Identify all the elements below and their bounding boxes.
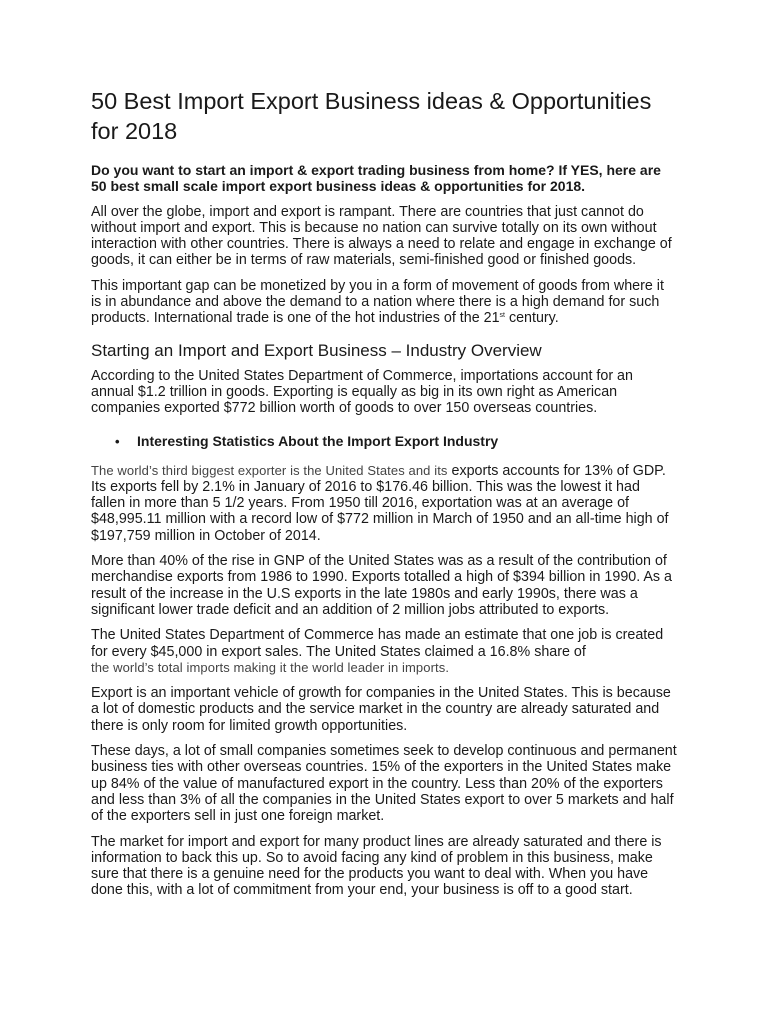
paragraph-gap-text: This important gap can be monetized by you in a form of movement of goods from where it is in abundance and above the demand to a nation where there is a high demand for such products. International trade is one of the hot industries of the 21 [91, 277, 664, 327]
paragraph-jobs-tail: the world’s total imports making it the world leader in imports. [91, 659, 450, 675]
ordinal-suffix: st [499, 312, 505, 320]
section-heading: Starting an Import and Export Business – Industry Overview [91, 340, 542, 360]
bullet-icon: • [115, 433, 120, 449]
bullet-item [115, 433, 678, 449]
paragraph-jobs [91, 627, 678, 676]
paragraph-globe: All over the globe, import and export is rampant. There are countries that just cannot do without import and export. This is because no nation can survive totally on its own without interaction with other countries. There is always a need to relate and engage in exchange of goods, it can either be in terms of raw materials, semi-finished good or finished goods. [91, 203, 672, 269]
paragraph-market: The market for import and export for many product lines are already saturated and there is information to back this up. So to avoid facing any kind of problem in this business, make sure that there is a genuine need for the products you want to deal with. When you have done this, with a lot of commitment from your end, your business is off to a good start. [91, 833, 662, 899]
paragraph-small-companies: These days, a lot of small companies sometimes seek to develop continuous and permanent business ties with other overseas countries. 15% of the exporters in the United States make up 84% of the value of manufactured export in the country. Less than 20% of the exporters and less than 3% of all the companies in the United States export to over 5 markets and half of the exporters sell in just one foreign market. [91, 743, 677, 825]
paragraph-gnp: More than 40% of the rise in GNP of the United States was as a result of the contribution of merchandise exports from 1986 to 1990. Exports totalled a high of $394 billion in 1990. As a result of the increase in the U.S exports in the late 1980s and early 1990s, there was a significant lower trade deficit and an addition of 2 million jobs attributed to exports. [91, 553, 672, 618]
paragraph-exporter-lead: The world’s third biggest exporter is the United States and its [91, 462, 448, 478]
paragraph-gap-end: century. [504, 310, 559, 327]
page-title: 50 Best Import Export Business ideas & Opportunities for 2018 [91, 88, 652, 144]
bullet-label: Interesting Statistics About the Import Export Industry [137, 432, 499, 449]
paragraph-jobs-text: The United States Department of Commerce has made an estimate that one job is created for every $45,000 in export sales. The United States claimed a 16.8% share of [91, 627, 664, 660]
paragraph-growth: Export is an important vehicle of growth for companies in the United States. This is because a lot of domestic products and the service market in the country are already saturated and there is only room for limited growth opportunities. [91, 685, 671, 734]
paragraph-exporter-text: exports accounts for 13% of GDP. Its exports fell by 2.1% in January of 2016 to $176.46 billion. This was the lowest it had fallen in more than 5 1/2 years. From 1950 till 2016, exportation was at an average of $48,995.11 million with a record low of $772 million in March of 1950 and an all-time high of $197,759 million in October of 2014. [91, 462, 669, 544]
paragraph-exporter [91, 463, 678, 544]
lead-paragraph: Do you want to start an import & export trading business from home? If YES, here are 50 best small scale import export business ideas & opportunities for 2018. [91, 162, 661, 195]
paragraph-commerce: According to the United States Department of Commerce, importations account for an annual $1.2 trillion in goods. Exporting is equally as big in its own right as American companies exported $772 billion worth of goods to over 150 overseas countries. [91, 367, 633, 417]
paragraph-gap [91, 278, 678, 327]
